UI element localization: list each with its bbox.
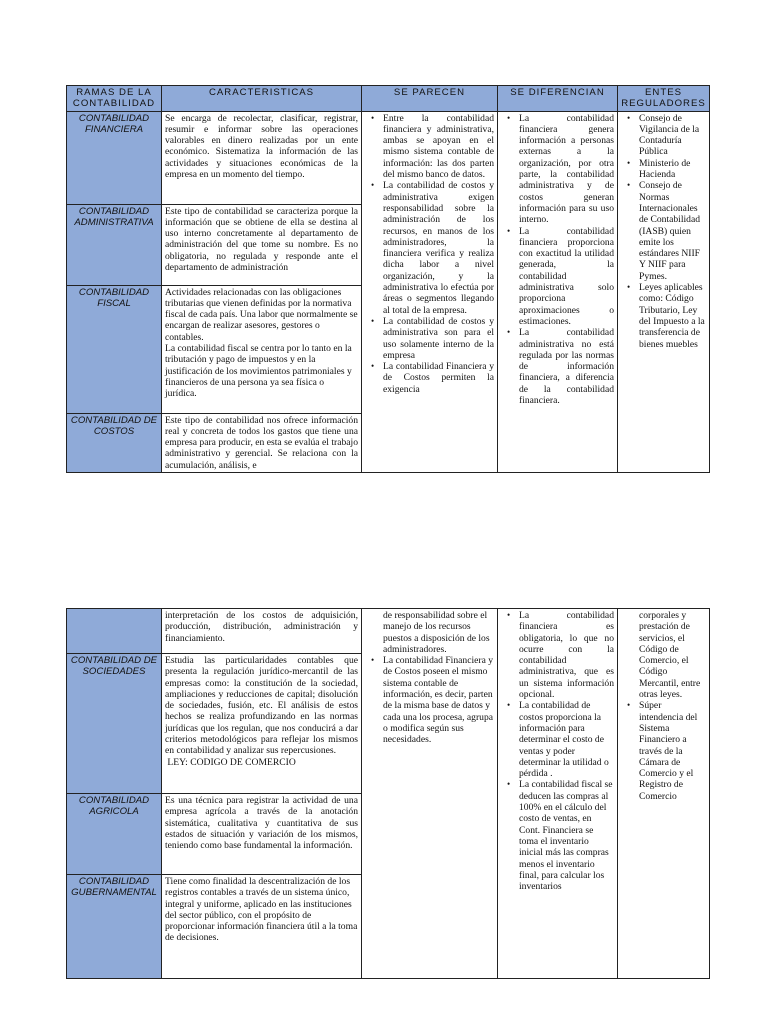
caracteristicas-gubernamental: Tiene como finalidad la descentralización de los registros contables a través de un sistema único, integral y uniforme, aplicado en las instituciones del sector público, con el propósito de proporcionar información financiera útil a la toma de decisiones. bbox=[162, 875, 362, 979]
rama-gubernamental: CONTABILIDAD GUBERNAMENTAL bbox=[67, 875, 162, 979]
list-item: • La contabilidad fiscal se deducen las compras al 100% en el cálculo del costo de ventas, en Cont. Financiera se toma el inventario inicial más las compras menos el inventario final, para calcular los inventarios bbox=[519, 779, 614, 892]
header-entes-reguladores: ENTES REGULADORES bbox=[618, 86, 710, 112]
caracteristicas-costos-continued: interpretación de los costos de adquisición, producción, distribución, administración y financiamiento. bbox=[162, 609, 362, 654]
header-se-parecen: SE PARECEN bbox=[362, 86, 498, 112]
se-parecen-cell bbox=[362, 111, 498, 472]
caracteristicas-financiera: Se encarga de recolectar, clasificar, registrar, resumir e informar sobre las operaciones valorables en dinero realizadas por un ente económico. Sistematiza la información de las actividades y situaciones económicas de la empresa en un momento del tiempo. bbox=[162, 111, 362, 204]
comparison-table-part-2 bbox=[66, 608, 710, 979]
list-item: • La contabilidad de costos y administrativa son para el uso solamente interno de la empresa bbox=[383, 316, 494, 361]
table-row bbox=[67, 609, 710, 654]
list-item: • Consejo de Normas Internacionales de Contabilidad (IASB) quien emite los estándares NIIF Y NIIF para Pymes. bbox=[639, 180, 706, 282]
list-item: • Súper intendencia del Sistema Financiero a través de la Cámara de Comercio y el Registro de Comercio bbox=[639, 700, 706, 802]
entes-list bbox=[621, 113, 706, 350]
list-item: • La contabilidad administrativa no está regulada por las normas de información financiera, a diferencia de la contabilidad financiera. bbox=[519, 327, 614, 406]
list-item: • La contabilidad financiera proporciona con exactitud la utilidad generada, la contabilidad administrativa solo proporciona aproximaciones o estimaciones. bbox=[519, 226, 614, 328]
rama-sociedades: CONTABILIDAD DE SOCIEDADES bbox=[67, 654, 162, 794]
entes-list bbox=[621, 700, 706, 802]
list-item: • La contabilidad financiera es obligatoria, lo que no ocurre con la contabilidad administrativa, que es un sistema información opcional. bbox=[519, 610, 614, 700]
header-row bbox=[67, 86, 710, 112]
caracteristicas-costos: Este tipo de contabilidad nos ofrece información real y concreta de todos los gastos que tiene una empresa para producir, en esta se evalúa el trabajo administrativo y gerencial. Se relaciona con la acumulación, análisis, e bbox=[162, 413, 362, 472]
list-item: • La contabilidad Financiera y de Costos poseen el mismo sistema contable de información, es decir, parten de la misma base de datos y cada una los procesa, agrupa o modifica según sus necesidades. bbox=[383, 655, 494, 745]
header-caracteristicas: CARACTERISTICAS bbox=[162, 86, 362, 112]
se-parecen-list bbox=[365, 113, 494, 395]
caracteristicas-administrativa: Este tipo de contabilidad se caracteriza porque la información que se obtiene de ella se destina al uso interno concretamente al departamento de administración del que tome su nombre. Es no obligatoria, no regulada y responde ante el departamento de administración bbox=[162, 204, 362, 285]
se-diferencian-list bbox=[501, 113, 614, 407]
header-se-diferencian: SE DIFERENCIAN bbox=[498, 86, 618, 112]
caracteristicas-agricola: Es una técnica para registrar la actividad de una empresa agrícola a través de la anotación sistemática, cualitativa y cuantitativa de sus estados de situación y variación de los mismos, teniendo como base fundamental la información. bbox=[162, 794, 362, 875]
se-parecen-list bbox=[365, 655, 494, 745]
list-item: • Ministerio de Hacienda bbox=[639, 158, 706, 181]
list-item: • La contabilidad de costos proporciona la información para determinar el costo de ventas y poder determinar la utilidad o pérdida . bbox=[519, 700, 614, 779]
rama-financiera: CONTABILIDAD FINANCIERA bbox=[67, 111, 162, 204]
list-item: • Entre la contabilidad financiera y administrativa, ambas se apoyan en el mismo sistema contable de información: las dos parten del mismo banco de datos. bbox=[383, 113, 494, 181]
list-item: • Leyes aplicables como: Código Tributario, Ley del Impuesto a la transferencia de bienes muebles bbox=[639, 282, 706, 350]
rama-fiscal: CONTABILIDAD FISCAL bbox=[67, 285, 162, 413]
list-item: • La contabilidad de costos y administrativa exigen responsabilidad sobre la administración de los recursos, en manos de los administradores, la financiera verifica y realiza dicha labor a nivel organización, y la administrativa lo efectúa por áreas o segmentos llegando al total de la empresa. bbox=[383, 180, 494, 316]
se-diferencian-cell bbox=[498, 111, 618, 472]
rama-costos-continued bbox=[67, 609, 162, 654]
rama-agricola: CONTABILIDAD AGRICOLA bbox=[67, 794, 162, 875]
caracteristicas-sociedades: Estudia las particularidades contables que presenta la regulación jurídico-mercantil de las empresas como: la constitución de la sociedad, ampliaciones y reducciones de capital; disolución de sociedades, fusión, etc. El análisis de estos hechos se realiza profundizando en las normas jurídicas que los regulan, que nos conducirá a dar criterios metodológicos para reflejar los mismos en contabilidad y analizar sus repercusiones. LEY: CODIGO DE COMERCIO bbox=[162, 654, 362, 794]
entes-reguladores-cell bbox=[618, 111, 710, 472]
entes-continued: corporales y prestación de servicios, el Código de Comercio, el Código Mercantil, entre otras leyes. bbox=[639, 610, 701, 701]
list-item: • La contabilidad financiera genera información a personas externas a la organización, por otra parte, la contabilidad administrativa y de costos generan información para su uso interno. bbox=[519, 113, 614, 226]
se-parecen-continued: de responsabilidad sobre el manejo de los recursos puestos a disposición de los administradores. bbox=[383, 610, 490, 655]
entes-reguladores-cell bbox=[618, 609, 710, 979]
comparison-table-part-1 bbox=[66, 85, 710, 473]
list-item: • La contabilidad Financiera y de Costos permiten la exigencia bbox=[383, 361, 494, 395]
se-diferencian-list bbox=[501, 610, 614, 892]
caracteristicas-fiscal: Actividades relacionadas con las obligaciones tributarias que vienen definidas por la normativa fiscal de cada país. Una labor que normalmente se encargan de realizar asesores, gestores o contables. La contabilidad fiscal se centra por lo tanto en la tributación y pago de impuestos y en la justificación de los movimientos patrimoniales y financieros de una persona ya sea física o jurídica. bbox=[162, 285, 362, 413]
table-row bbox=[67, 111, 710, 204]
rama-costos: CONTABILIDAD DE COSTOS bbox=[67, 413, 162, 472]
se-diferencian-cell bbox=[498, 609, 618, 979]
header-ramas: RAMAS DE LA CONTABILIDAD bbox=[67, 86, 162, 112]
se-parecen-cell bbox=[362, 609, 498, 979]
rama-administrativa: CONTABILIDAD ADMINISTRATIVA bbox=[67, 204, 162, 285]
list-item: • Consejo de Vigilancia de la Contaduría Pública bbox=[639, 113, 706, 158]
